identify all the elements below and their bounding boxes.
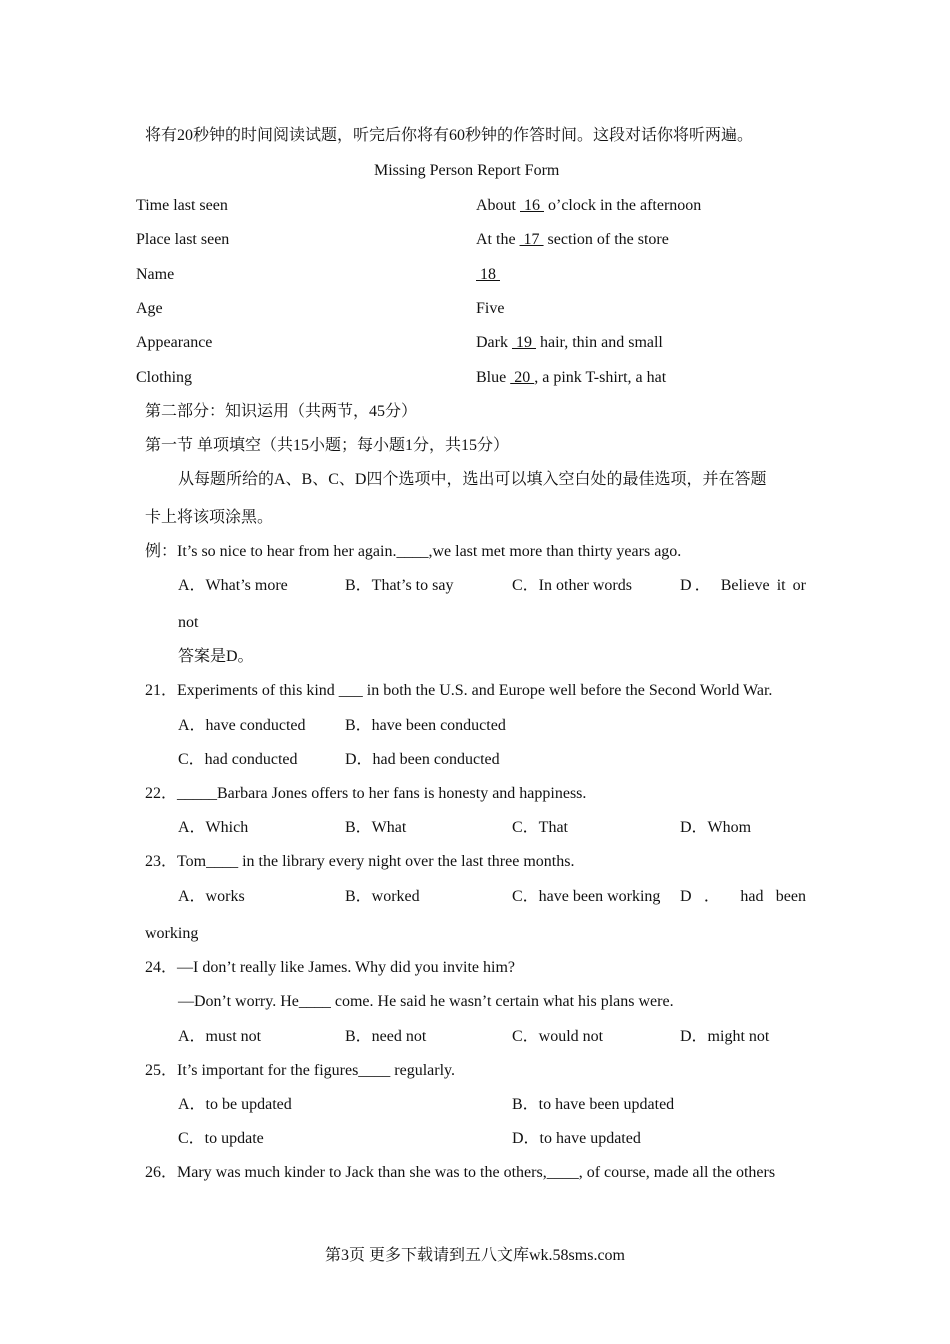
question-23: 23．Tom____ in the library every night over the last three months. [145, 853, 575, 870]
form-label: Place last seen [136, 231, 230, 248]
question-24-line2: —Don’t worry. He____ come. He said he wasn’t certain what his plans were. [178, 993, 674, 1010]
option-a: A．What’s more [178, 577, 288, 594]
option-c: C．had conducted [178, 751, 298, 768]
instructions: 卡上将该项涂黑。 [145, 509, 274, 526]
answer-blank-20: 20 [510, 369, 535, 386]
form-label: Time last seen [136, 197, 228, 214]
question-26: 26．Mary was much kinder to Jack than she was to the others,____, of course, made all the others [145, 1164, 776, 1181]
example-answer: 答案是D。 [178, 648, 254, 665]
option-b: B．worked [345, 888, 420, 905]
example-stem: 例：It’s so nice to hear from her again.____,we last met more than thirty years ago. [145, 543, 682, 560]
option-d-cont: working [145, 925, 199, 942]
form-value [476, 265, 500, 285]
option-d: D．might not [680, 1028, 770, 1045]
answer-blank-17: 17 [519, 231, 544, 248]
option-b: B．That’s to say [345, 577, 454, 594]
part-title: 第二部分：知识运用（共两节，45分） [145, 403, 418, 420]
question-21: 21．Experiments of this kind ___ in both the U.S. and Europe well before the Second World War. [145, 682, 773, 699]
listening-intro: 将有20秒钟的时间阅读试题，听完后你将有60秒钟的作答时间。这段对话你将听两遍。 [145, 127, 754, 144]
option-b: B．What [345, 819, 407, 836]
page-footer: 第3页 更多下载请到五八文库wk.58sms.com [324, 1247, 625, 1264]
option-d: D ． had been [680, 888, 806, 905]
form-value: Five [476, 300, 505, 317]
option-d: D． Believe it or [680, 577, 806, 594]
option-a: A．to be updated [178, 1096, 292, 1113]
form-value: Blue 20 , a pink T-shirt, a hat [476, 369, 667, 386]
form-label: Clothing [136, 369, 193, 386]
option-c: C．In other words [512, 577, 632, 594]
option-c: C．That [512, 819, 568, 836]
form-value: At the 17 section of the store [476, 231, 669, 248]
option-a: A．have conducted [178, 717, 306, 734]
question-25: 25．It’s important for the figures____ regularly. [145, 1062, 456, 1079]
option-c: C．would not [512, 1028, 604, 1045]
option-d: D．Whom [680, 819, 752, 836]
form-label: Appearance [136, 334, 213, 351]
option-d: D．to have updated [512, 1130, 641, 1147]
answer-blank-19: 19 [511, 334, 536, 351]
option-d-cont: not [178, 614, 199, 631]
form-value: Dark 19 hair, thin and small [476, 334, 663, 351]
option-a: A．Which [178, 819, 249, 836]
option-b: B．to have been updated [512, 1096, 675, 1113]
option-c: C．to update [178, 1130, 264, 1147]
option-b: B．need not [345, 1028, 427, 1045]
option-d: D．had been conducted [345, 751, 500, 768]
form-title: Missing Person Report Form [374, 162, 560, 179]
instructions: 从每题所给的A、B、C、D四个选项中，选出可以填入空白处的最佳选项，并在答题 [178, 471, 767, 488]
option-a: A．must not [178, 1028, 262, 1045]
form-label: Name [136, 266, 175, 283]
form-label: Age [136, 300, 163, 317]
option-b: B．have been conducted [345, 717, 506, 734]
question-24: 24．—I don’t really like James. Why did you invite him? [145, 959, 516, 976]
option-c: C．have been working [512, 888, 661, 905]
question-22: 22．_____Barbara Jones offers to her fans is honesty and happiness. [145, 785, 587, 802]
form-value: About 16 o’clock in the afternoon [476, 197, 702, 214]
section-title: 第一节 单项填空（共15小题；每小题1分，共15分） [145, 437, 510, 454]
answer-blank-16: 16 [520, 197, 544, 214]
option-a: A．works [178, 888, 245, 905]
answer-blank-18: 18 [476, 266, 500, 283]
